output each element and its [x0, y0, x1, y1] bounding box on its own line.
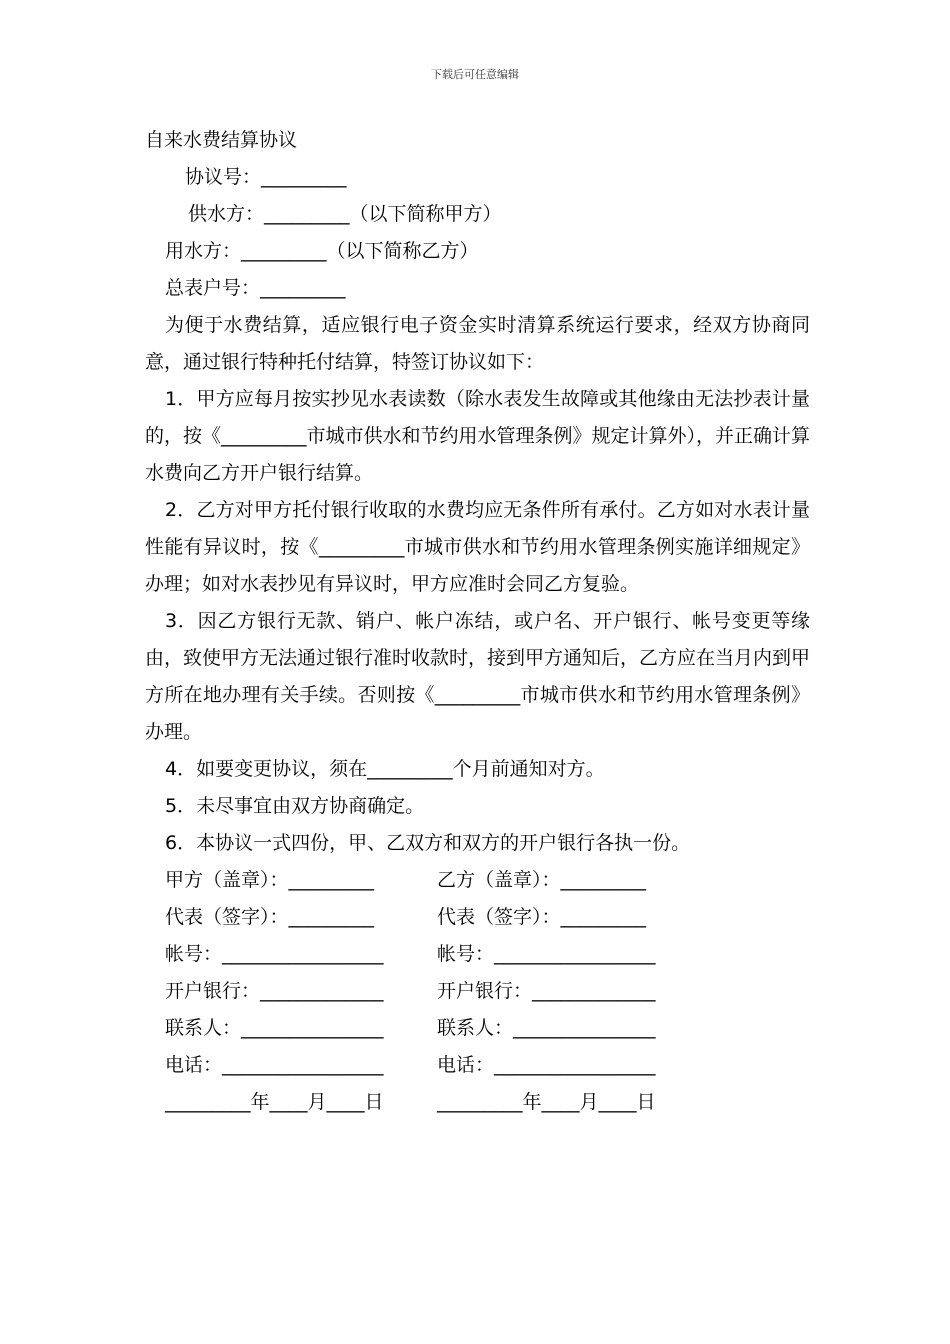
- signature-row-contact: [145, 1010, 810, 1047]
- party-b-phone: 电话：_________________: [437, 1054, 656, 1076]
- signature-row-seal: [145, 862, 810, 899]
- document-body: [145, 122, 810, 1121]
- party-a-contact: 联系人：_______________: [165, 1017, 384, 1039]
- clause-3: 3．因乙方银行无款、销户、帐户冻结，或户名、开户银行、帐号变更等缘由，致使甲方无法通过银行准时收款时，接到甲方通知后，乙方应在当月内到甲方所在地办理有关手续。否则按《_________市城市供水和节约用水管理条例》办理。: [145, 610, 811, 743]
- meter-number-line: 总表户号：_________: [165, 277, 346, 299]
- user-line: 用水方：_________（以下简称乙方）: [165, 240, 479, 262]
- party-a-bank: 开户银行：_____________: [165, 980, 384, 1002]
- party-b-contact: 联系人：_______________: [437, 1017, 656, 1039]
- party-b-seal: 乙方（盖章）：_________: [437, 869, 647, 891]
- party-b-bank: 开户银行：_____________: [437, 980, 656, 1002]
- signature-row-bank: [145, 973, 810, 1010]
- party-a-date: _________年____月____日: [165, 1091, 384, 1113]
- document-title: 自来水费结算协议: [145, 129, 298, 151]
- party-a-representative: 代表（签字）：_________: [165, 906, 375, 928]
- party-a-seal: 甲方（盖章）：_________: [165, 869, 375, 891]
- clause-2: 2．乙方对甲方托付银行收取的水费均应无条件所有承付。乙方如对水表计量性能有异议时，按《_________市城市供水和节约用水管理条例实施详细规定》办理；如对水表抄见有异议时，甲方应准时会同乙方复验。: [145, 499, 810, 595]
- agreement-number-line: 协议号：_________: [185, 166, 347, 188]
- party-b-representative: 代表（签字）：_________: [437, 906, 647, 928]
- party-b-account: 帐号：_________________: [437, 943, 656, 965]
- party-a-phone: 电话：_________________: [165, 1054, 384, 1076]
- clause-1: 1．甲方应每月按实抄见水表读数（除水表发生故障或其他缘由无法抄表计量的，按《_________市城市供水和节约用水管理条例》规定计算外），并正确计算水费向乙方开户银行结算。: [145, 388, 811, 484]
- clause-4: 4．如要变更协议，须在_________个月前通知对方。: [165, 758, 605, 780]
- party-a-account: 帐号：_________________: [165, 943, 384, 965]
- party-b-date: _________年____月____日: [437, 1091, 656, 1113]
- signature-row-phone: [145, 1047, 810, 1084]
- supplier-line: 供水方：_________（以下简称甲方）: [188, 203, 502, 225]
- signature-row-representative: [145, 899, 810, 936]
- clause-6: 6．本协议一式四份，甲、乙双方和双方的开户银行各执一份。: [165, 832, 691, 854]
- page-header-note: 下载后可任意编辑: [431, 68, 519, 81]
- clause-5: 5．未尽事宜由双方协商确定。: [165, 795, 425, 817]
- signature-row-account: [145, 936, 810, 973]
- intro-paragraph: 为便于水费结算，适应银行电子资金实时清算系统运行要求，经双方协商同意，通过银行特种托付结算，特签订协议如下：: [145, 314, 810, 373]
- signature-row-date: [145, 1084, 810, 1121]
